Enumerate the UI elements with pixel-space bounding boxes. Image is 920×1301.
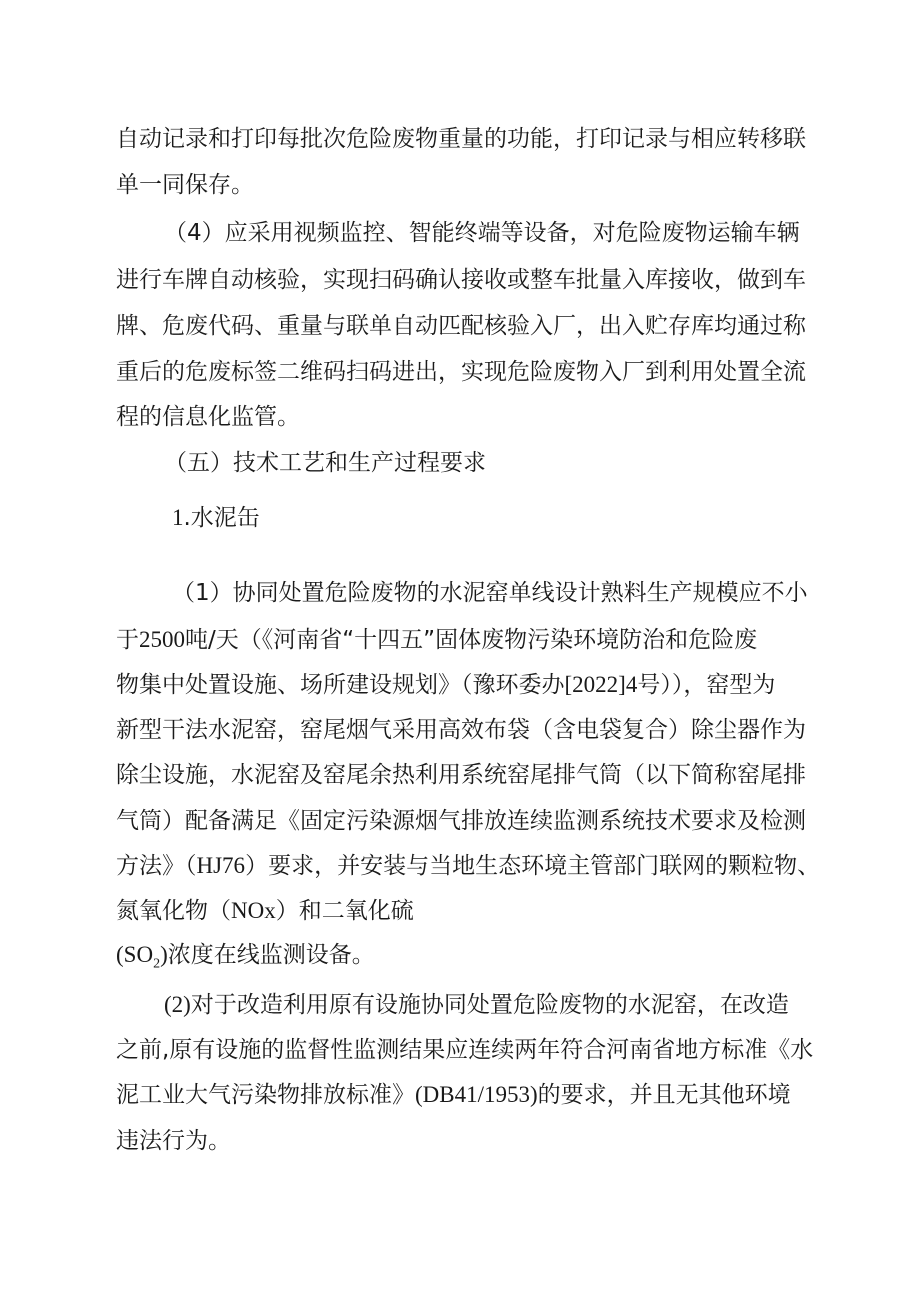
formula-span: ) [160,942,168,967]
text-line: 牌、危废代码、重量与联单自动匹配核验入厂，出入贮存库均通过称 [116,313,806,339]
formula-span: (SO [116,942,154,967]
text-line [116,896,414,926]
number-span: (DB41/1953) [415,1082,538,1107]
text-span: 于 [116,627,139,653]
text-span: ）要求，并安装与当地生态环境主管部门联网的颗粒物、 [245,853,821,879]
text-line: 除尘设施，水泥窑及窑尾余热利用系统窑尾排气筒（以下简称窑尾排 [116,762,806,788]
number-span: HJ76 [196,853,246,878]
number-span: NOx [231,898,276,923]
text-span: 方法》（ [116,853,197,879]
text-line [116,940,375,980]
text-line: 单一同保存。 [116,172,254,198]
text-span: 泥工业大气污染物排放标准》 [116,1082,415,1108]
text-span: 吨/天（《河南省“十四五”固体废物污染环境防治和危险废 [185,627,758,653]
text-line: 新型干法水泥窑，窑尾烟气采用高效布袋（含电袋复合）除尘器作为 [116,717,806,743]
formula-subscript: 2 [153,956,161,972]
text-line [116,1080,791,1110]
number-span: (2) [164,992,191,1017]
text-line: 之前,原有设施的监督性监测结果应连续两年符合河南省地方标准《水 [116,1037,814,1063]
text-line: （1）协同处置危险废物的水泥窑单线设计熟料生产规模应不小 [172,580,808,606]
text-span: ）和二氧化硫 [275,898,414,924]
text-span: 号）），窑型为 [637,672,776,698]
text-line [116,670,775,700]
text-span: 对于改造利用原有设施协同处置危险废物的水泥窑，在改造 [190,992,789,1018]
number-span: 2500 [139,627,185,652]
text-span: 的要求，并且无其他环境 [537,1082,791,1108]
text-span: 物集中处置设施、场所建设规划》（豫环委办 [116,672,565,698]
text-span: 氮氧化物（ [116,898,231,924]
heading-text: .水泥缶 [183,505,260,531]
text-line: 重后的危废标签二维码扫码进出，实现危险废物入厂到利用处置全流 [116,359,806,385]
number-span: [2022]4 [564,672,638,697]
text-line: 违法行为。 [116,1128,231,1154]
section-heading: （五）技术工艺和生产过程要求 [164,450,486,476]
heading-number: 1 [172,505,184,530]
text-line: 进行车牌自动核验，实现扫码确认接收或整车批量入库接收，做到车 [116,267,806,293]
subsection-heading [172,503,260,533]
text-line [164,990,789,1020]
text-line: （4）应采用视频监控、智能终端等设备，对危险废物运输车辆 [164,220,800,246]
text-line: 程的信息化监管。 [116,404,300,430]
text-span: 浓度在线监测设备。 [167,942,375,968]
text-line [116,851,820,881]
text-line: 自动记录和打印每批次危险废物重量的功能，打印记录与相应转移联 [116,126,806,152]
text-line [116,625,757,655]
text-line: 气筒）配备满足《固定污染源烟气排放连续监测系统技术要求及检测 [116,808,806,834]
